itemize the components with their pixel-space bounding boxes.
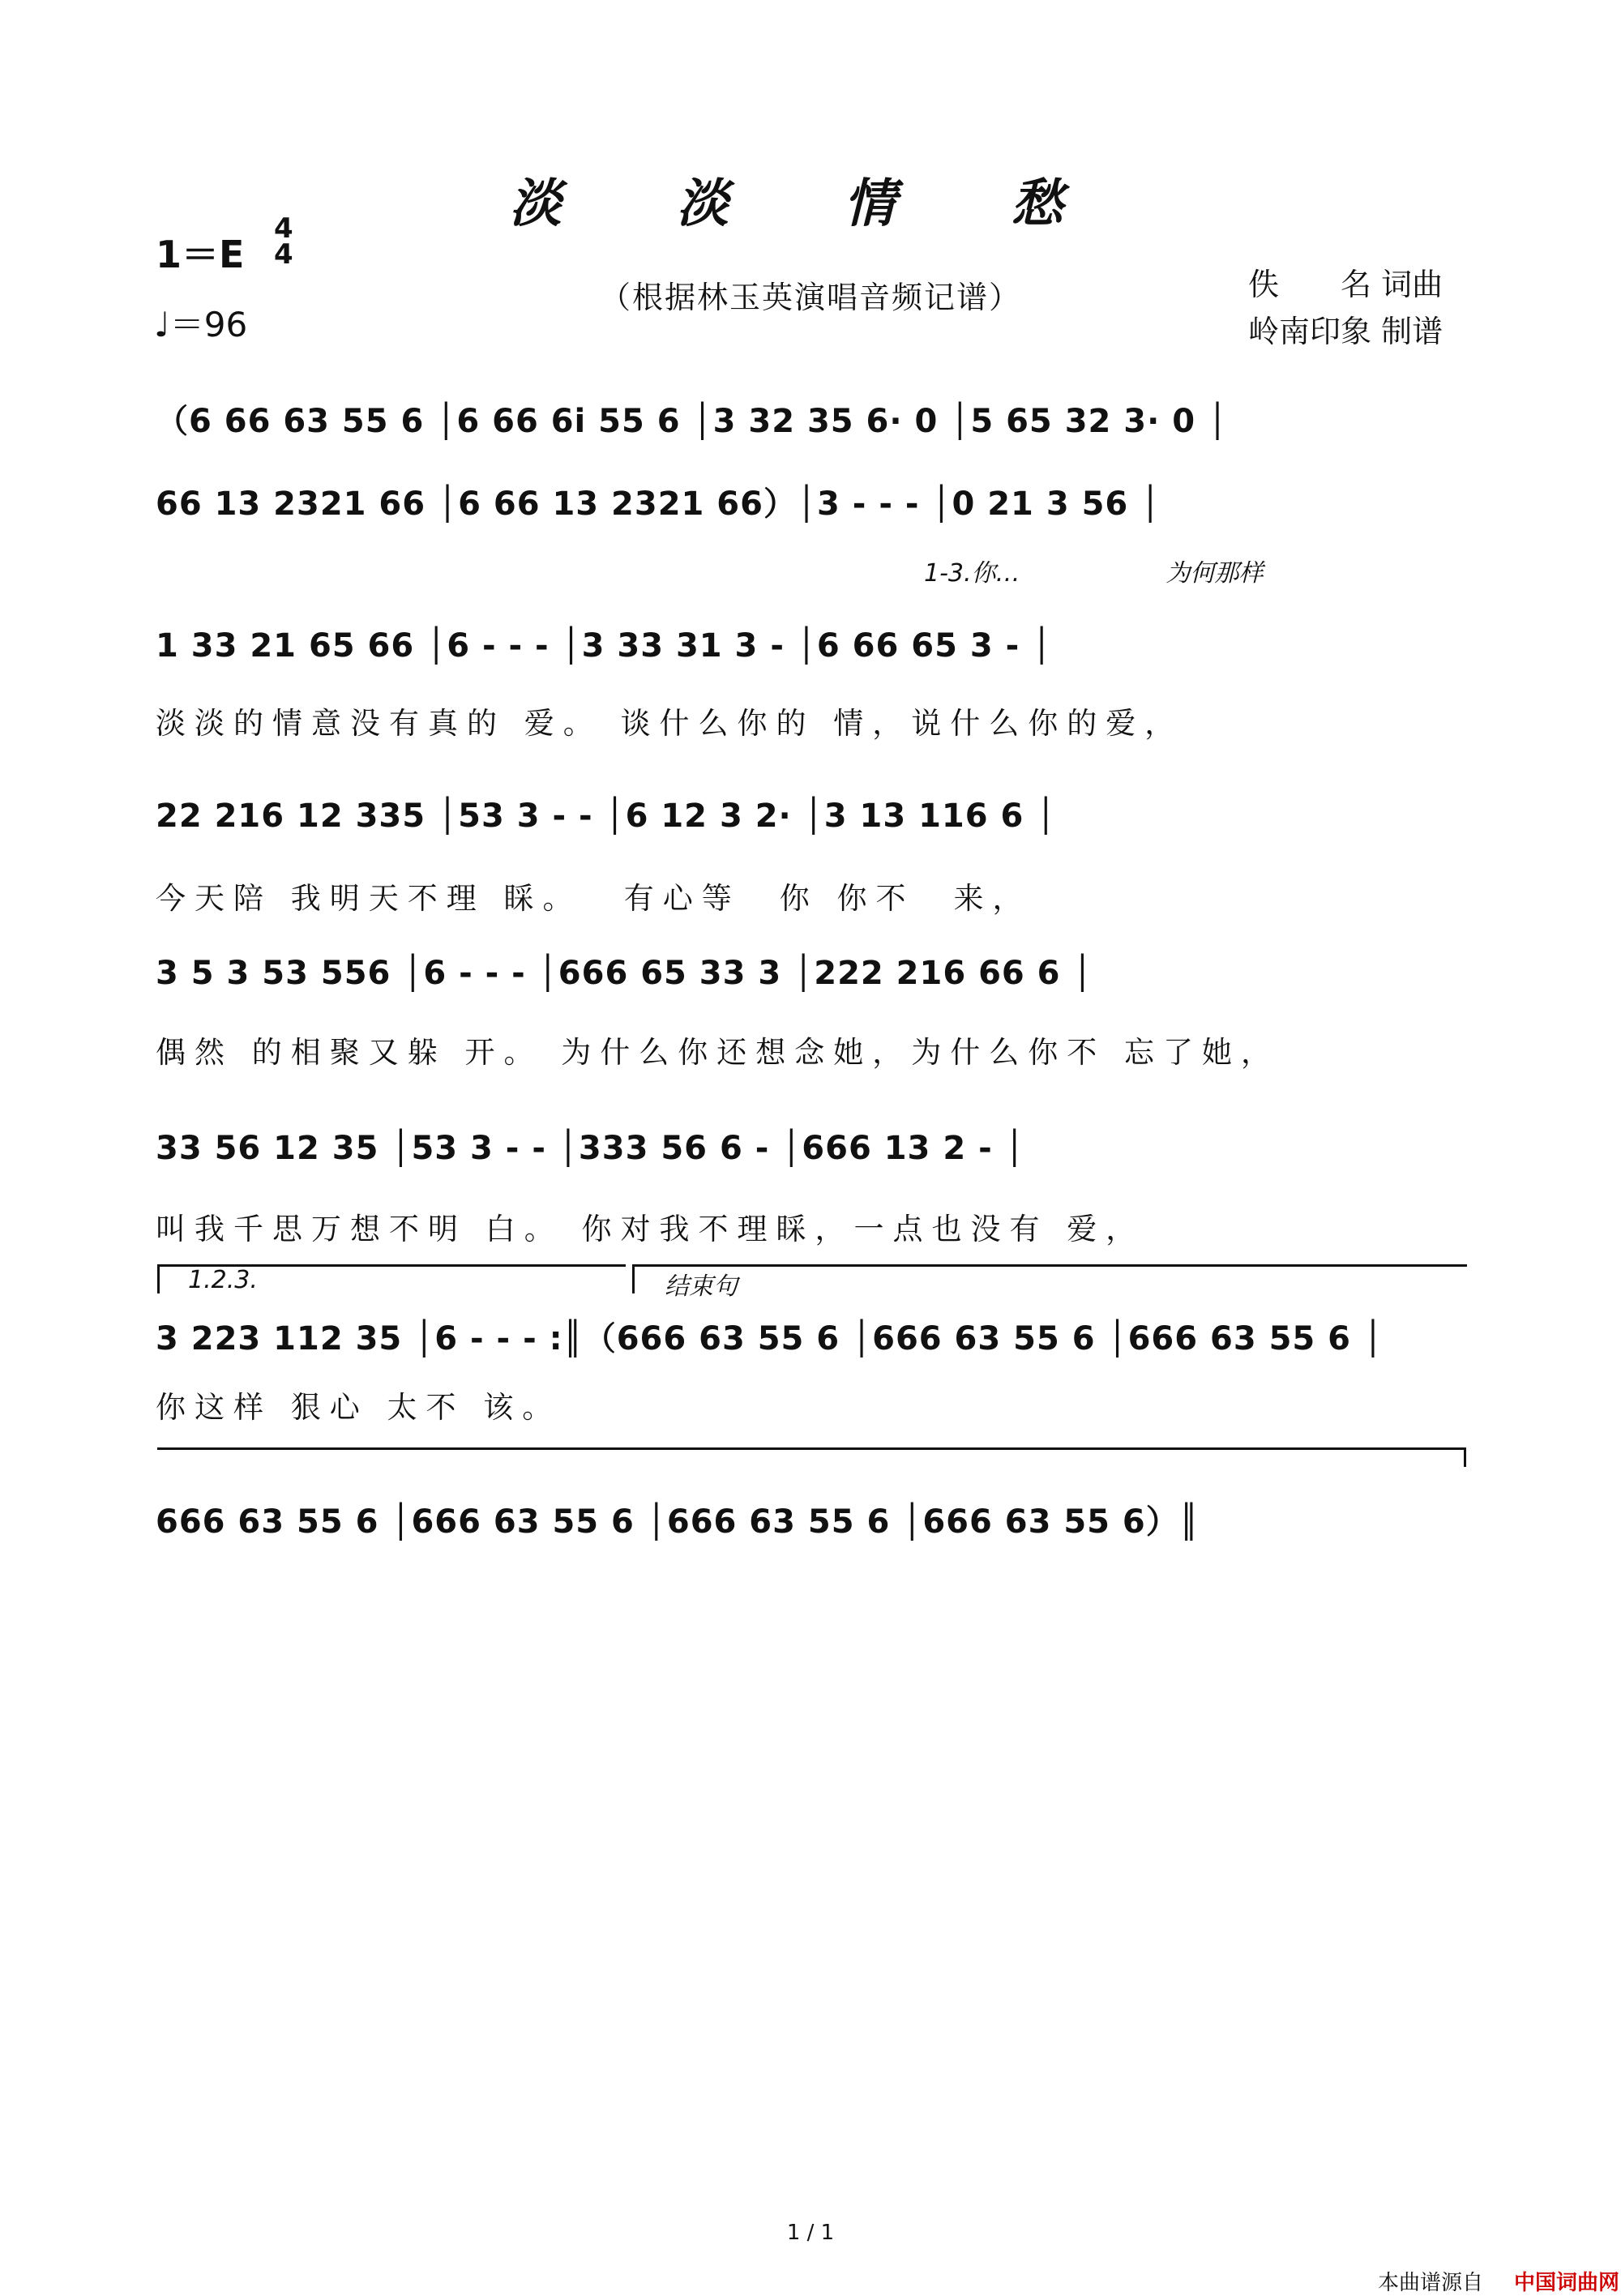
lyric-row-6: 叫我千思万想不明 白。 你对我不理睬，一点也没有 爱， xyxy=(156,1212,1145,1246)
subtitle: （根据林玉英演唱音频记谱） xyxy=(599,280,1021,315)
lyric-row-3: 淡淡的情意没有真的 爱。 谈什么你的 情，说什么你的爱， xyxy=(156,706,1184,741)
page-title: 淡 淡 情 愁 xyxy=(509,173,1112,234)
tempo-marking: ♩＝96 xyxy=(154,305,248,344)
score-row-3: 1 33 21 65 66 │6 - - - │3 33 31 3 - │6 66 65 3 - │ xyxy=(156,627,1053,665)
lyric-row-5: 偶然 的相聚又躲 开。 为什么你还想念她，为什么你不 忘了她， xyxy=(156,1035,1281,1070)
coda-bracket-hook xyxy=(1464,1447,1466,1467)
volta-1-label: 1.2.3. xyxy=(188,1266,258,1294)
volta-2-label: 结束句 xyxy=(665,1272,738,1301)
key-signature: 1＝E xyxy=(156,233,245,276)
time-top: 4 xyxy=(274,212,293,245)
volta-bracket-1-hook xyxy=(157,1264,160,1293)
transcriber-credit: 岭南印象 制谱 xyxy=(1248,314,1444,349)
score-row-1: （6 66 63 55 6 │6 66 6i 55 6 │3 32 35 6· 0 │5 65 32 3· 0 │ xyxy=(156,403,1229,440)
brand-logo-text: 中国词曲网 xyxy=(1514,2271,1620,2295)
page-number: 1 / 1 xyxy=(786,2221,835,2245)
source-note: 本曲谱源自 xyxy=(1378,2271,1484,2295)
score-row-4: 22 216 12 335 │53 3 - - │6 12 3 2· │3 13 116 6 │ xyxy=(156,797,1057,835)
coda-bracket xyxy=(157,1447,1465,1450)
lyric-row-2: 1-3.你… 为何那样 xyxy=(924,559,1264,588)
score-row-2: 66 13 2321 66 │6 66 13 2321 66）│3 - - - │0 21 3 56 │ xyxy=(156,485,1161,523)
lyricist-credit: 佚 名 词曲 xyxy=(1248,267,1444,302)
time-signature xyxy=(274,212,293,271)
score-row-5: 3 5 3 53 556 │6 - - - │666 65 33 3 │222 216 66 6 │ xyxy=(156,955,1093,992)
lyric-row-7: 你这样 狠心 太不 该。 xyxy=(156,1390,562,1425)
score-row-8: 666 63 55 6 │666 63 55 6 │666 63 55 6 │666 63 55 6）║ xyxy=(156,1503,1200,1541)
volta-bracket-2-hook xyxy=(632,1264,635,1293)
volta-bracket-2 xyxy=(632,1264,1467,1267)
score-row-6: 33 56 12 35 │53 3 - - │333 56 6 - │666 13 2 - │ xyxy=(156,1130,1025,1167)
lyric-row-4: 今天陪 我明天不理 睬。 有心等 你 你不 来， xyxy=(156,881,1032,916)
time-bottom: 4 xyxy=(274,238,293,271)
score-row-7: 3 223 112 35 │6 - - - :║（666 63 55 6 │666 63 55 6 │666 63 55 6 │ xyxy=(156,1320,1384,1358)
